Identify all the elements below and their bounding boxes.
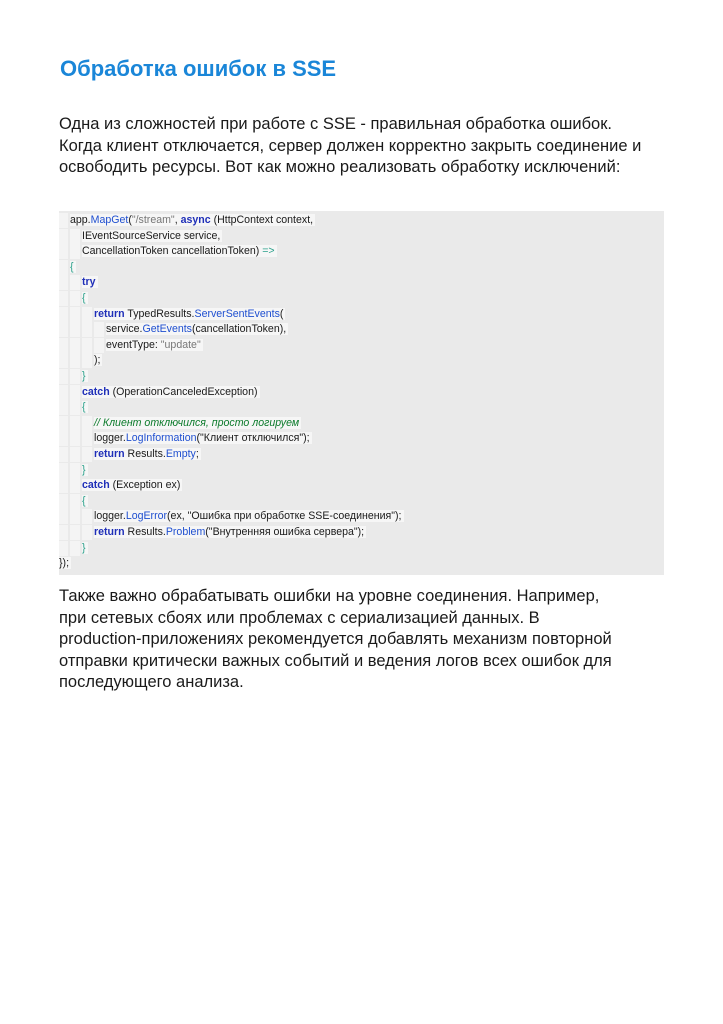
indent-guide [70,525,80,540]
code-line [59,260,76,275]
code-token: LogInformation [125,432,197,445]
code-line [59,213,315,228]
code-token: ( [279,307,284,320]
code-text [106,323,288,335]
code-token: ); [94,354,101,367]
indent-guide [59,229,68,244]
code-token: ServerSentEvents [194,307,280,320]
code-text [94,448,201,460]
outro-line: Также важно обрабатывать ошибки на уровне соединения. Например, [59,587,600,605]
indent-guide [70,541,80,556]
code-token: Empty [165,448,196,460]
code-token: logger. [94,510,126,523]
code-line [59,385,260,400]
indent-guide [70,338,80,353]
code-token: } [82,370,86,382]
indent-guide [59,431,68,446]
outro-line: при сетевых сбоях или проблемах с сериализацией данных. В [59,608,540,627]
code-line [59,509,404,524]
code-text [82,292,88,304]
outro-line: production-приложениях рекомендуется добавлять механизм повторной [59,630,612,648]
code-text [82,495,88,507]
code-token: }); [59,557,70,570]
code-text [70,261,76,273]
code-token: // Клиент отключился, просто логируем [94,416,300,429]
indent-guide [59,322,68,337]
indent-guide [94,338,104,353]
indent-guide [59,307,68,322]
indent-guide [70,400,80,415]
page-title: Обработка ошибок в SSE [60,56,337,81]
code-token: TypedResults. [124,307,195,320]
indent-guide [70,478,80,493]
indent-guide [82,431,92,446]
code-text [82,542,88,554]
indent-guide [59,541,68,556]
intro-line: Когда клиент отключается, сервер должен корректно закрыть соединение и [59,136,642,155]
indent-guide [70,369,80,384]
intro-line: освободить ресурсы. Вот как можно реализовать обработку исключений: [59,158,621,176]
code-text [106,339,203,351]
code-token: , [174,214,181,226]
indent-guide [70,494,80,509]
code-token: } [82,463,86,476]
indent-guide [59,385,68,400]
code-token: (OperationCanceledException) [109,385,258,398]
code-block [59,211,664,575]
code-line [59,322,288,337]
indent-guide [70,385,80,400]
code-token: async [180,214,211,226]
indent-guide [59,291,68,306]
code-token: eventType: [106,338,161,351]
indent-guide [59,244,68,259]
indent-guide [59,260,68,275]
code-token: service. [106,323,143,336]
code-token: catch [82,385,110,398]
indent-guide [59,416,68,431]
code-token: { [82,494,86,507]
code-token: } [82,541,86,554]
indent-guide [59,463,68,478]
indent-guide [70,229,80,244]
indent-guide [70,353,80,368]
code-line [59,400,88,415]
indent-guide [70,322,80,337]
code-token: { [70,260,74,273]
indent-guide [70,431,80,446]
code-token: (Exception ex) [109,479,181,492]
code-token: "update" [160,338,201,351]
code-line [59,447,201,462]
code-text [59,557,71,569]
code-text [94,308,285,320]
code-text [82,230,222,242]
indent-guide [70,447,80,462]
code-text [94,417,301,429]
code-line [59,338,203,353]
indent-guide [70,291,80,306]
code-line [59,307,285,322]
indent-guide [59,400,68,415]
code-line [59,525,366,540]
indent-guide [59,494,68,509]
code-token: (cancellationToken), [191,323,287,336]
indent-guide [70,509,80,524]
indent-guide [59,525,68,540]
indent-guide [82,322,92,337]
code-line [59,229,222,244]
code-token: Problem [165,526,206,538]
indent-guide [82,353,92,368]
code-line [59,369,88,384]
outro-line: отправки критически важных событий и ведения логов всех ошибок для [59,651,612,670]
code-line [59,463,88,478]
code-token: ; [195,448,199,460]
code-line [59,416,301,431]
code-token: app. [70,214,91,226]
indent-guide [59,509,68,524]
code-token: LogError [125,510,168,523]
code-text [82,370,88,382]
code-line [59,275,98,290]
code-text [82,276,98,288]
indent-guide [82,509,92,524]
indent-guide [70,244,80,259]
indent-guide [70,307,80,322]
code-text [70,214,315,226]
code-line [59,244,277,259]
code-token: return [94,526,125,538]
code-token: (HttpContext context, [210,214,314,226]
indent-guide [70,463,80,478]
code-token: catch [82,479,110,492]
code-token: ("Клиент отключился"); [196,432,310,445]
indent-guide [82,525,92,540]
indent-guide [82,416,92,431]
code-token: ( [128,214,132,226]
outro-line: последующего анализа. [59,673,244,691]
code-token: logger. [94,432,126,445]
indent-guide [59,213,68,228]
intro-paragraph [59,114,679,179]
indent-guide [82,307,92,322]
indent-guide [59,369,68,384]
outro-paragraph [59,586,659,694]
indent-guide [59,478,68,493]
code-token: "/stream" [131,214,175,226]
code-line [59,291,88,306]
code-line [59,494,88,509]
code-token: GetEvents [142,323,192,336]
code-text [82,479,182,491]
code-token: { [82,401,86,414]
code-token: CancellationToken cancellationToken) [82,245,263,258]
code-line [59,478,182,493]
indent-guide [59,338,68,353]
code-token: ("Внутренняя ошибка сервера"); [205,526,365,538]
code-text [82,245,277,257]
code-token: MapGet [90,214,129,226]
code-text [94,354,102,366]
code-token: (ex, "Ошибка при обработке SSE-соединения"); [167,510,402,523]
indent-guide [70,275,80,290]
code-token: try [82,276,96,289]
code-text [82,464,88,476]
code-token: return [94,448,125,460]
code-line [59,556,71,571]
indent-guide [59,447,68,462]
indent-guide [70,416,80,431]
code-token: Results. [124,448,166,460]
code-text [94,510,404,522]
code-token: return [94,307,125,320]
code-text [82,386,260,398]
code-token: { [82,292,86,304]
indent-guide [94,322,104,337]
code-text [94,526,366,538]
indent-guide [59,353,68,368]
indent-guide [82,447,92,462]
code-token: => [262,245,275,258]
code-token: Results. [124,526,166,538]
code-line [59,353,102,368]
code-text [82,401,88,413]
intro-line: Одна из сложностей при работе с SSE - правильная обработка ошибок. [59,115,612,133]
indent-guide [59,275,68,290]
indent-guide [82,338,92,353]
code-line [59,431,312,446]
code-line [59,541,88,556]
code-token: IEventSourceService service, [82,229,221,242]
code-text [94,432,312,444]
